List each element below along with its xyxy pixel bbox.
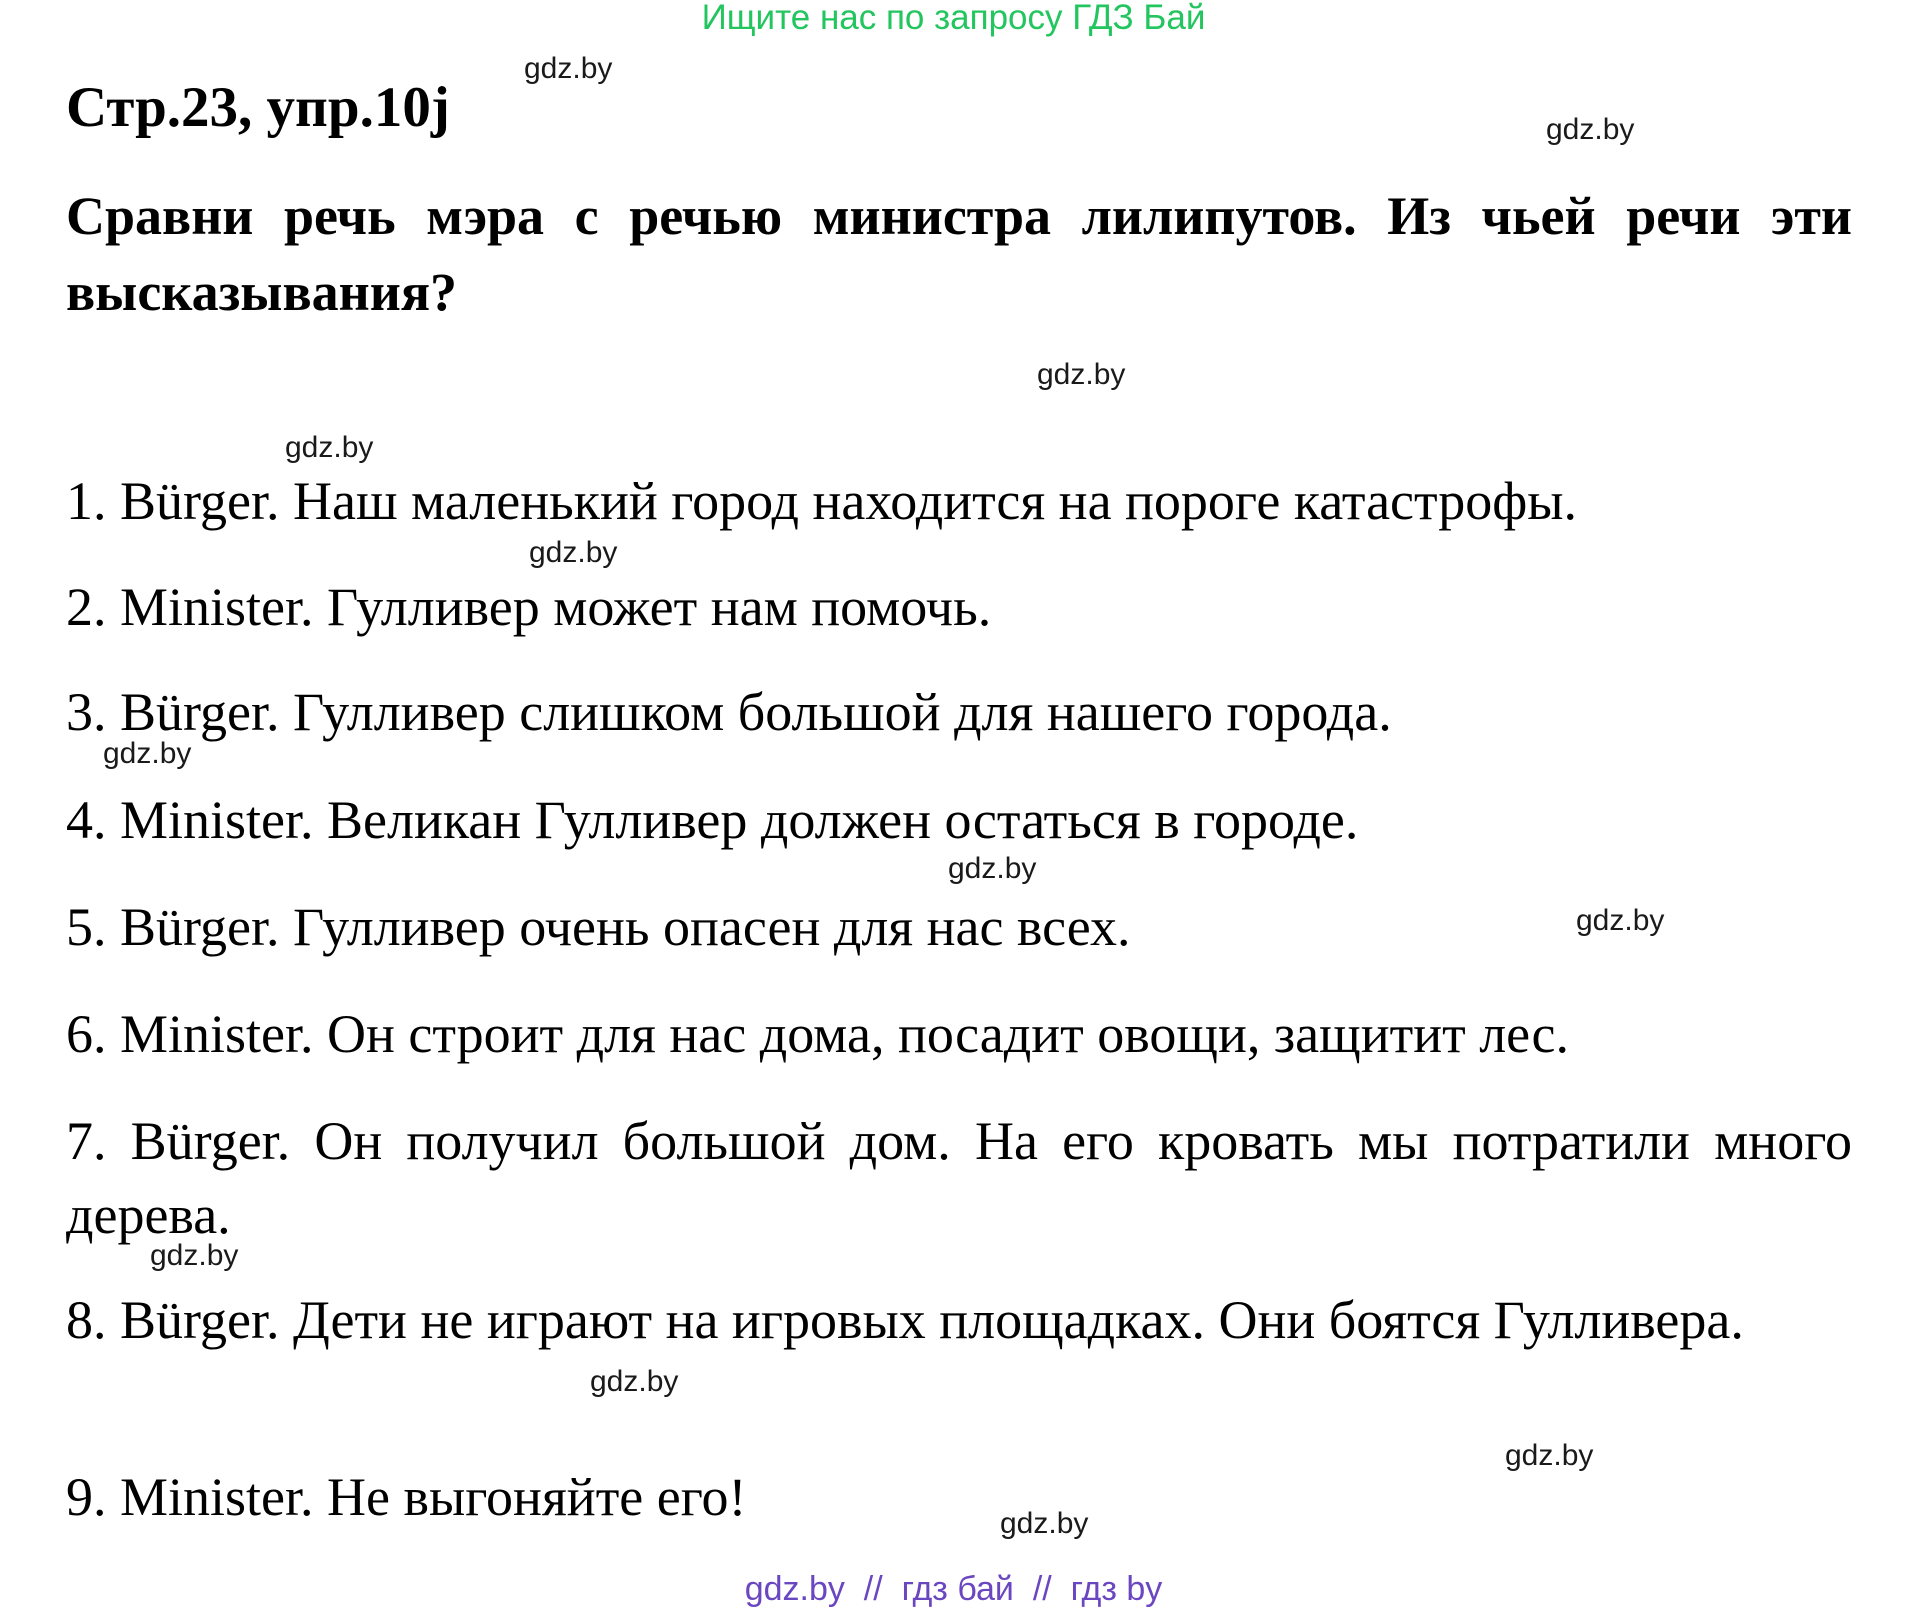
answer-item-8: 8. Bürger. Дети не играют на игровых площадках. Они боятся Гулливера. [66,1290,1744,1350]
watermark: gdz.by [529,536,618,569]
answer-item-5: 5. Bürger. Гулливер очень опасен для нас всех. [66,897,1131,957]
top-banner: Ищите нас по запросу ГДЗ Бай [701,0,1206,37]
answer-item-4: 4. Minister. Великан Гулливер должен остаться в городе. [66,790,1359,850]
answer-item-6: 6. Minister. Он строит для нас дома, посадит овощи, защитит лес. [66,1004,1569,1064]
watermark: gdz.by [1000,1507,1089,1540]
watermark: gdz.by [150,1239,239,1272]
watermark: gdz.by [948,852,1037,885]
answer-item-2: 2. Minister. Гулливер может нам помочь. [66,577,992,637]
watermark: gdz.by [1576,904,1665,937]
watermark: gdz.by [1037,358,1126,391]
watermark: gdz.by [590,1365,679,1398]
watermark: gdz.by [285,431,374,464]
page-title: Стр.23, упр.10j [66,76,450,139]
answer-item-3: 3. Bürger. Гулливер слишком большой для нашего города. [66,682,1392,742]
watermark: gdz.by [524,52,613,85]
watermark: gdz.by [1505,1439,1594,1472]
exercise-question: Сравни речь мэра с речью министра лилипутов. Из чьей речи эти высказывания? [66,186,1852,322]
answer-item-9: 9. Minister. Не выгоняйте его! [66,1467,747,1527]
watermark: gdz.by [1546,113,1635,146]
watermark: gdz.by [103,737,192,770]
footer-links: gdz.by // гдз бай // гдз by [744,1570,1163,1608]
answer-item-1: 1. Bürger. Наш маленький город находится на пороге катастрофы. [66,471,1578,531]
answer-item-7: 7. Bürger. Он получил большой дом. На его кровать мы потратили много дерева. [66,1111,1852,1245]
